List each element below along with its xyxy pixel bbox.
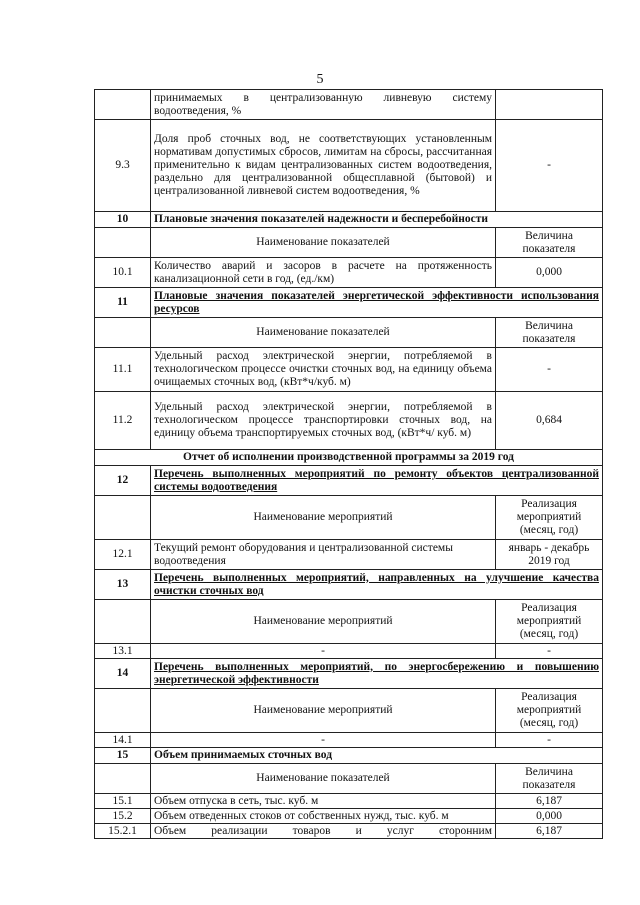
section-number: 13 xyxy=(95,570,151,600)
header-row xyxy=(95,600,603,644)
section-title: Перечень выполненных мероприятий по ремонту объектов централизованной системы водоотведения xyxy=(151,466,603,496)
column-header-name: Наименование показателей xyxy=(151,228,496,258)
table-row xyxy=(95,809,603,824)
row-value: - xyxy=(496,644,603,659)
section-title: Плановые значения показателей энергетической эффективности использования ресурсов xyxy=(151,288,603,318)
header-row xyxy=(95,496,603,540)
row-description: Удельный расход электрической энергии, потребляемой в технологическом процессе транспортировки сточных вод, на единицу объема транспортируемых сточных вод, (кВт*ч/ куб. м) xyxy=(151,392,496,450)
section-row xyxy=(95,466,603,496)
table-row xyxy=(95,258,603,288)
section-row xyxy=(95,212,603,228)
row-description: Текущий ремонт оборудования и централизованной системы водоотведения xyxy=(151,540,496,570)
section-number: 12 xyxy=(95,466,151,496)
row-description: Количество аварий и засоров в расчете на протяженность канализационной сети в год, (ед./км) xyxy=(151,258,496,288)
row-value: 0,684 xyxy=(496,392,603,450)
blank-cell xyxy=(95,764,151,794)
page-number: 5 xyxy=(316,72,324,87)
section-number: 14 xyxy=(95,659,151,689)
table-row xyxy=(95,733,603,748)
section-title: Объем принимаемых сточных вод xyxy=(151,748,603,764)
row-value: 6,187 xyxy=(496,824,603,839)
row-number: 12.1 xyxy=(95,540,151,570)
row-description: Объем отведенных стоков от собственных нужд, тыс. куб. м xyxy=(151,809,496,824)
table-row xyxy=(95,392,603,450)
column-header-value: Реализация мероприятий (месяц, год) xyxy=(496,496,603,540)
header-row xyxy=(95,318,603,348)
section-title: Плановые значения показателей надежности и бесперебойности xyxy=(151,212,603,228)
row-number: 13.1 xyxy=(95,644,151,659)
row-value: - xyxy=(496,348,603,392)
report-row xyxy=(95,450,603,466)
column-header-value: Реализация мероприятий (месяц, год) xyxy=(496,600,603,644)
section-title: Перечень выполненных мероприятий, направленных на улучшение качества очистки сточных вод xyxy=(151,570,603,600)
section-number: 10 xyxy=(95,212,151,228)
section-number: 11 xyxy=(95,288,151,318)
section-title: Перечень выполненных мероприятий, по энергосбережению и повышению энергетической эффективности xyxy=(151,659,603,689)
column-header-value: Величина показателя xyxy=(496,764,603,794)
section-row xyxy=(95,570,603,600)
row-number: 15.2.1 xyxy=(95,824,151,839)
row-number: 15.1 xyxy=(95,794,151,809)
row-number: 11.2 xyxy=(95,392,151,450)
row-description: Объем отпуска в сеть, тыс. куб. м xyxy=(151,794,496,809)
column-header-name: Наименование показателей xyxy=(151,318,496,348)
row-description: Объем реализации товаров и услуг сторонним xyxy=(151,824,496,839)
row-value: 6,187 xyxy=(496,794,603,809)
header-row xyxy=(95,228,603,258)
table-row xyxy=(95,644,603,659)
row-description: - xyxy=(151,644,496,659)
section-row xyxy=(95,288,603,318)
row-value: январь - декабрь 2019 год xyxy=(496,540,603,570)
section-row xyxy=(95,659,603,689)
table-row xyxy=(95,540,603,570)
column-header-name: Наименование мероприятий xyxy=(151,496,496,540)
table-row xyxy=(95,90,603,120)
row-number: 14.1 xyxy=(95,733,151,748)
row-description: - xyxy=(151,733,496,748)
row-number: 15.2 xyxy=(95,809,151,824)
blank-cell xyxy=(95,689,151,733)
blank-cell xyxy=(95,496,151,540)
header-row xyxy=(95,764,603,794)
row-number: 10.1 xyxy=(95,258,151,288)
row-value: - xyxy=(496,733,603,748)
table-row xyxy=(95,348,603,392)
row-value: - xyxy=(496,120,603,212)
column-header-value: Величина показателя xyxy=(496,228,603,258)
column-header-name: Наименование мероприятий xyxy=(151,689,496,733)
row-value xyxy=(496,90,603,120)
header-row xyxy=(95,689,603,733)
table-row xyxy=(95,824,603,839)
blank-cell xyxy=(95,600,151,644)
row-description: Доля проб сточных вод, не соответствующих установленным нормативам допустимых сбросов, лимитам на сбросы, рассчитанная применительно к видам централизованных систем водоотведения, раздельно для централизованной общесплавной (бытовой) и централизованной ливневой систем водоотведения, % xyxy=(151,120,496,212)
row-number xyxy=(95,90,151,120)
row-number: 11.1 xyxy=(95,348,151,392)
row-description: принимаемых в централизованную ливневую систему водоотведения, % xyxy=(151,90,496,120)
column-header-name: Наименование показателей xyxy=(151,764,496,794)
column-header-value: Реализация мероприятий (месяц, год) xyxy=(496,689,603,733)
column-header-value: Величина показателя xyxy=(496,318,603,348)
program-table xyxy=(94,89,603,839)
blank-cell xyxy=(95,228,151,258)
section-row xyxy=(95,748,603,764)
table-row xyxy=(95,794,603,809)
section-number: 15 xyxy=(95,748,151,764)
report-title: Отчет об исполнении производственной программы за 2019 год xyxy=(95,450,603,466)
row-value: 0,000 xyxy=(496,809,603,824)
blank-cell xyxy=(95,318,151,348)
row-value: 0,000 xyxy=(496,258,603,288)
table-row xyxy=(95,120,603,212)
row-number: 9.3 xyxy=(95,120,151,212)
column-header-name: Наименование мероприятий xyxy=(151,600,496,644)
row-description: Удельный расход электрической энергии, потребляемой в технологическом процессе очистки сточных вод, на единицу объема очищаемых сточных вод, (кВт*ч/куб. м) xyxy=(151,348,496,392)
